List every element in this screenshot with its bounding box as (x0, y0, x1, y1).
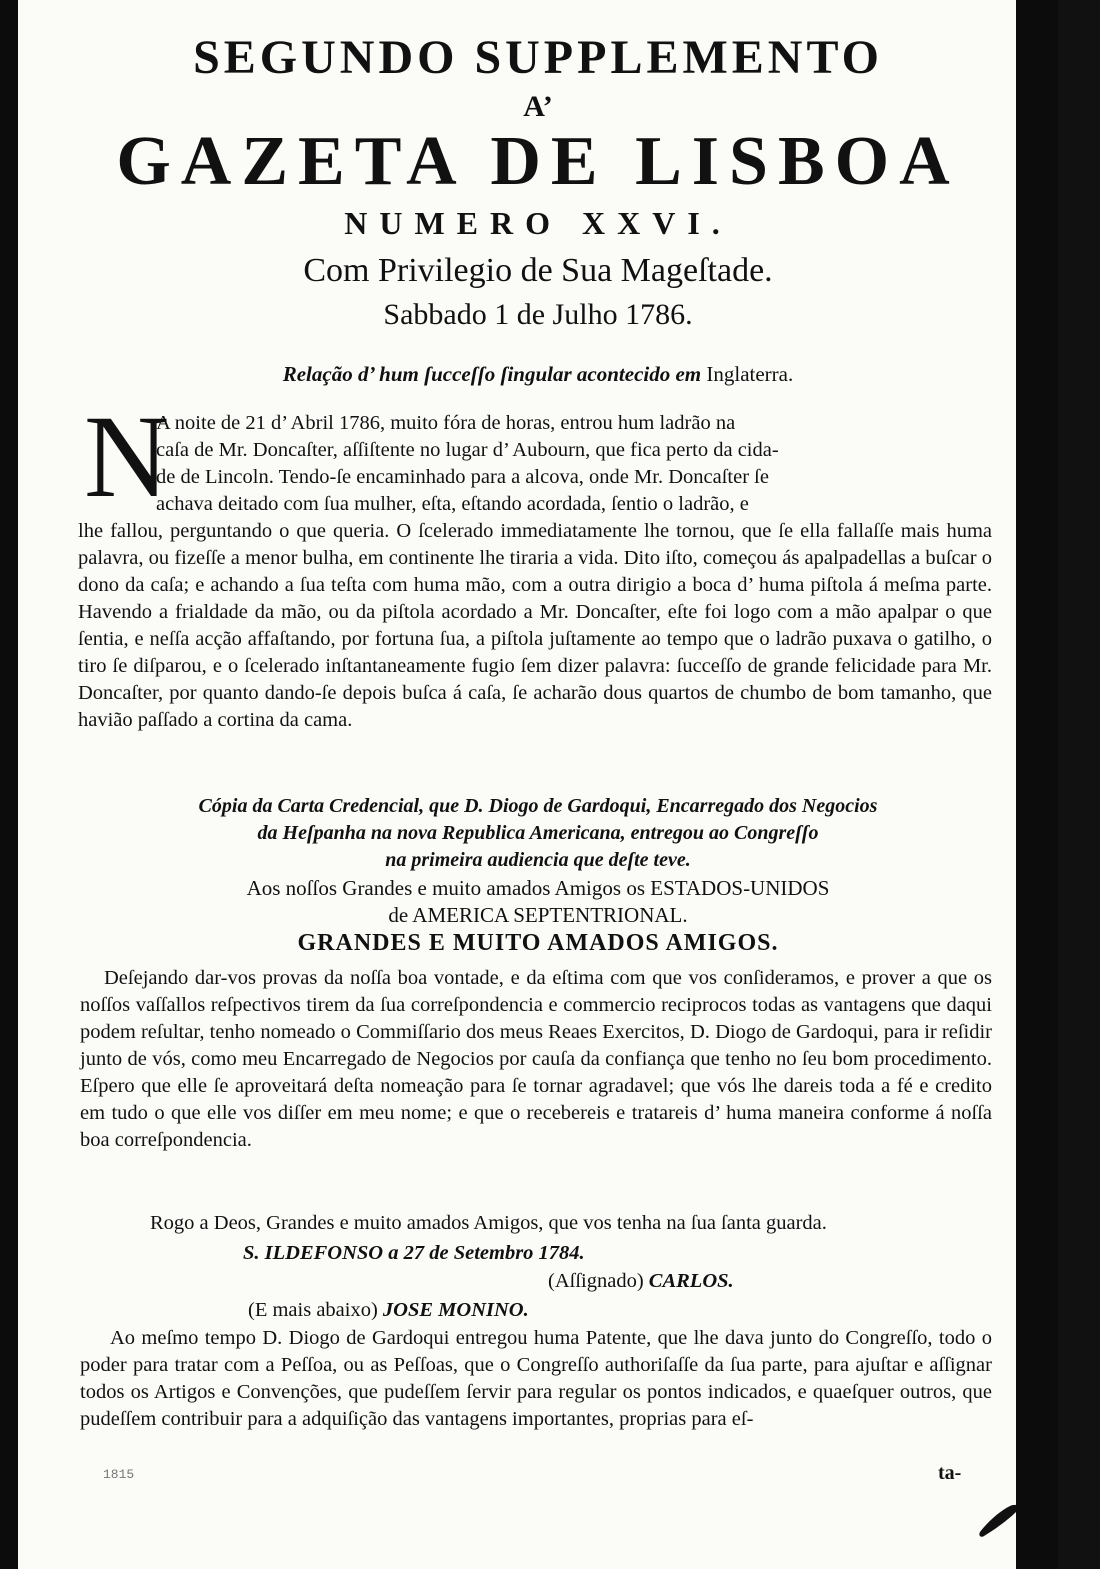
article1-opening-lines (156, 410, 992, 518)
article2-salutation: GRANDES E MUITO AMADOS AMIGOS. (297, 930, 779, 956)
signature-monino (248, 1297, 848, 1324)
article1-dropcap: N (84, 391, 170, 522)
article1-heading-place: Inglaterra. (706, 362, 794, 386)
article1-heading (18, 362, 1058, 387)
article2-place-date: S. ILDEFONSO a 27 de Setembro 1784. (243, 1242, 585, 1264)
catchword: ta- (938, 1462, 962, 1484)
article1-heading-italic: Relação d’ hum ſucceſſo ſingular acontecido em (282, 362, 702, 386)
article1-line-3: de de Lincoln. Tendo-ſe encaminhado para a alcova, onde Mr. Doncaſter ſe (156, 466, 769, 488)
article2-body: Deſejando dar-vos provas da noſſa boa vontade, e da eſtima com que vos conſideramos, e prover a que os noſſos vaſſallos reſpectivos tirem da ſua correſpondencia e commercio reciprocos todas as vantagens que daqui podem reſultar, tenho nomeado o Commiſſario dos meus Reaes Exercitos, D. Diogo de Gardoqui, para ir reſidir junto de vós, como meu Encarregado de Negocios por cauſa da confiança que tenho no ſeu bom procedimento. Eſpero que elle ſe aproveitará deſta nomeação para ſe tornar agradavel; que vós lhe dareis toda a fé e credito em tudo o que elle vos diſſer em meu nome; e que o recebereis e tratareis d’ huma maneira conforme á noſſa boa correſpondencia. (80, 967, 992, 1151)
signature-carlos-label: (Aſſignado) (548, 1270, 644, 1292)
scan-left-border (0, 0, 18, 1569)
article1-line-1: A noite de 21 d’ Abril 1786, muito fóra de horas, entrou hum ladrão na (156, 412, 736, 434)
article2-closing: Rogo a Deos, Grandes e muito amados Amigos, que vos tenha na ſua ſanta guarda. (150, 1212, 827, 1234)
footer-mark: 1815 (103, 1467, 135, 1482)
article2-heading-line2: da Heſpanha na nova Republica Americana, entregou ao Congreſſo (257, 822, 819, 844)
article2-heading-line1: Cópia da Carta Credencial, que D. Diogo de Gardoqui, Encarregado dos Negocios (198, 795, 878, 817)
article2-address-line1: Aos noſſos Grandes e muito amados Amigos os ESTADOS-UNIDOS (246, 876, 830, 900)
article2-heading-line3: na primeira audiencia que deſte teve. (385, 849, 691, 871)
signature-monino-label: (E mais abaixo) (248, 1299, 378, 1321)
article3-body: Ao meſmo tempo D. Diogo de Gardoqui entregou huma Patente, que lhe dava junto do Congreſſo, todo o poder para tratar com a Peſſoa, ou as Peſſoas, que o Congreſſo authoriſaſſe da ſua parte, para ajuſtar e aſſignar todos os Artigos e Convenções, que pudeſſem ſervir para regular os pontos indicados, e quaeſquer outros, que pudeſſem contribuir para a adquiſição das vantagens importantes, proprias para eſ- (80, 1327, 992, 1430)
privilege-line: Com Privilegio de Sua Mageſtade. (303, 252, 773, 289)
article1-line-4: achava deitado com ſua mulher, eſta, eſtando acordada, ſentio o ladrão, e (156, 493, 749, 515)
article2-address-line2: de AMERICA SEPTENTRIONAL. (388, 903, 688, 927)
signature-monino-name: JOSE MONINO. (382, 1299, 529, 1321)
issue-number: NUMERO XXVI. (344, 205, 732, 241)
signature-carlos-name: CARLOS. (648, 1270, 734, 1292)
newspaper-page (18, 0, 1058, 1569)
masthead-supplement-line: SEGUNDO SUPPLEMENTO (193, 31, 883, 84)
masthead-a-line: A’ (523, 90, 553, 123)
issue-date: Sabbado 1 de Julho 1786. (383, 298, 693, 331)
article1-body: lhe fallou, perguntando o que queria. O ſcelerado immediatamente lhe tornou, que ſe ella fallaſſe mais huma palavra, ou fizeſſe a menor bulha, em continente lhe tiraria a vida. Dito iſto, começou ás apalpadellas a buſcar o dono da caſa; e achando a ſua teſta com huma mão, com a outra dirigio a boca d’ huma piſtola á meſma parte. Havendo a frialdade da mão, ou da piſtola acordado a Mr. Doncaſter, eſte foi logo com a mão apalpar o que ſentia, e neſſa acção affaſtando, por fortuna ſua, a piſtola juſtamente ao tempo que o ladrão puxava o gatilho, o tiro ſe diſparou, e o ſcelerado inſtantaneamente fugio ſem dizer palavra: ſucceſſo de grande felicidade para Mr. Doncaſter, por quanto dando-ſe depois buſca á caſa, ſe acharão dous quartos de chumbo de bom tamanho, que havião paſſado a cortina da cama. (78, 520, 992, 731)
signature-carlos (548, 1268, 968, 1295)
article1-line-2: caſa de Mr. Doncaſter, aſſiſtente no lugar d’ Aubourn, que fica perto da cida- (156, 439, 779, 461)
masthead-title: GAZETA DE LISBOA (116, 123, 960, 200)
scan-right-border (1016, 0, 1058, 1569)
